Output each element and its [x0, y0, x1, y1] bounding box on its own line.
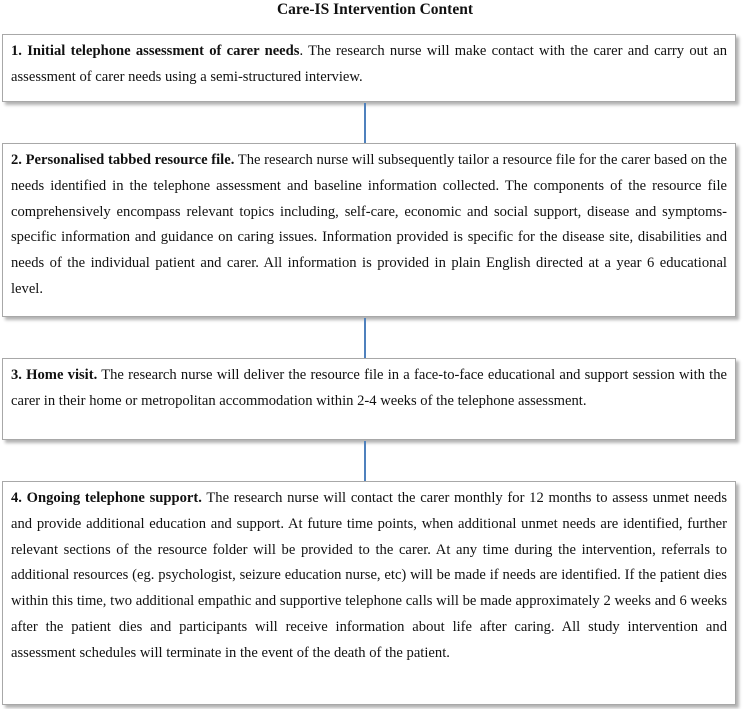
connector-1-2	[364, 103, 366, 143]
step-4-heading: 4. Ongoing telephone support.	[11, 490, 202, 506]
connector-2-3	[364, 318, 366, 358]
step-3-box	[2, 358, 736, 440]
step-4-box	[2, 481, 736, 705]
step-4-paragraph	[11, 486, 727, 667]
step-3-heading: 3. Home visit.	[11, 367, 98, 383]
step-1-box	[2, 34, 736, 102]
step-1-heading: 1. Initial telephone assessment of carer needs	[11, 43, 300, 59]
step-1-paragraph	[11, 39, 727, 91]
step-4-text: The research nurse will contact the carer monthly for 12 months to assess unmet needs and provide additional education and support. At future time points, when additional unmet needs are identified, further relevant sections of the resource folder will be provided to the carer. At any time during the intervention, referrals to additional resources (eg. psychologist, seizure education nurse, etc) will be made if needs are identified. If the patient dies within this time, two additional empathic and supportive telephone calls will be made approximately 2 weeks and 6 weeks after the patient dies and participants will receive information about life after caring. All study intervention and assessment schedules will terminate in the event of the death of the patient.	[11, 490, 727, 661]
step-2-paragraph	[11, 148, 727, 303]
step-2-text: The research nurse will subsequently tailor a resource file for the carer based on the needs identified in the telephone assessment and baseline information collected. The components of the resource file comprehensively encompass relevant topics including, self-care, economic and social support, disease and symptoms-specific information and guidance on caring issues. Information provided is specific for the disease site, disabilities and needs of the individual patient and carer. All information is provided in plain English directed at a year 6 educational level.	[11, 152, 727, 297]
diagram-title: Care-IS Intervention Content	[276, 1, 474, 18]
step-2-heading: 2. Personalised tabbed resource file.	[11, 152, 235, 168]
step-2-box	[2, 143, 736, 317]
step-1-text: . The research nurse will make contact with the carer and carry out an assessment of carer needs using a semi-structured interview.	[11, 43, 728, 85]
step-3-paragraph	[11, 363, 727, 415]
connector-3-4	[364, 441, 366, 481]
step-3-text: The research nurse will deliver the resource file in a face-to-face educational and support session with the carer in their home or metropolitan accommodation within 2-4 weeks of the telephone assessment.	[11, 367, 727, 409]
